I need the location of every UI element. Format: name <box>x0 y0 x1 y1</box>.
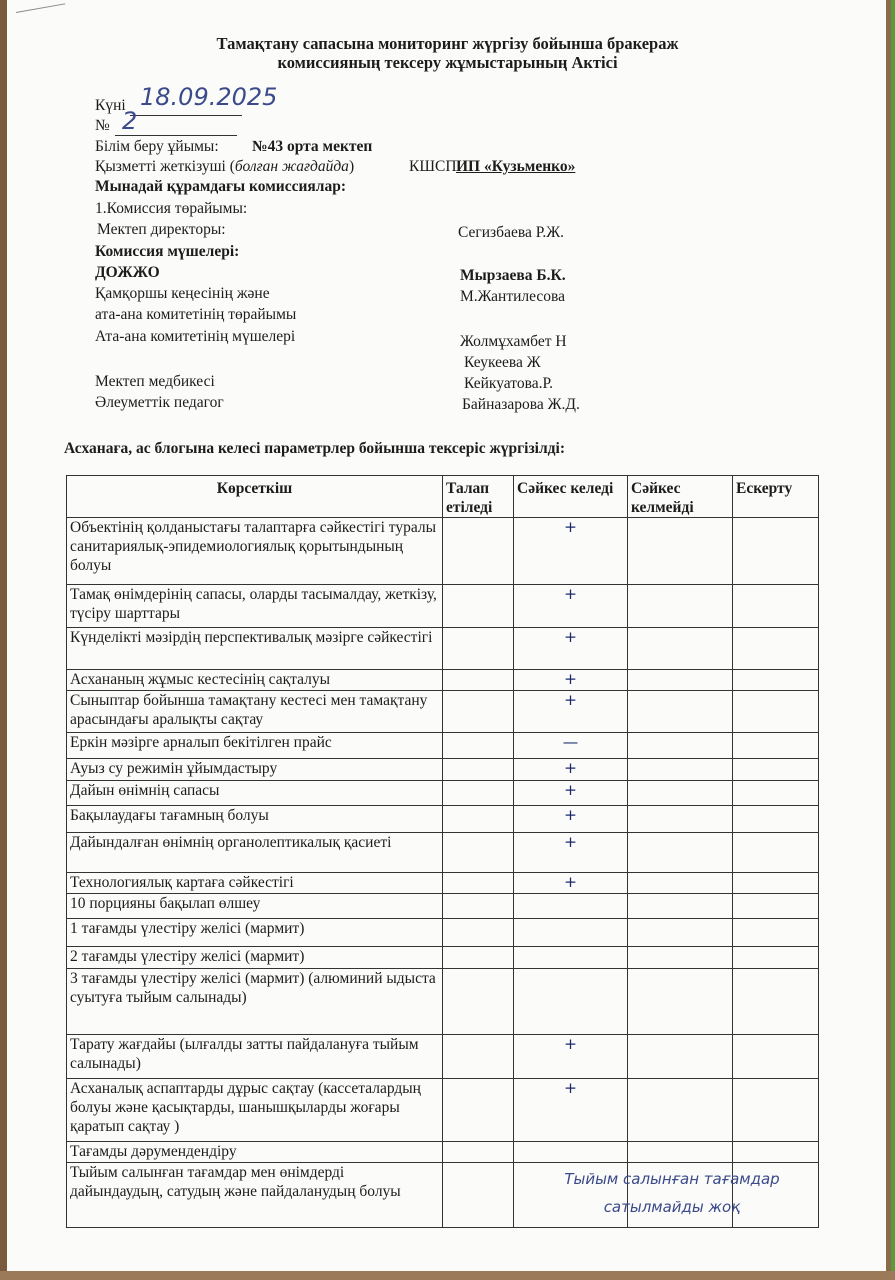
note-cell[interactable] <box>733 1035 819 1079</box>
required-cell[interactable] <box>443 873 514 894</box>
document-title-line2: комиссияның тексеру жұмыстарының Актісі <box>277 53 618 72</box>
supplier-prefix: КШСП <box>409 158 457 175</box>
chair-label: 1.Комиссия төрайымы: <box>95 200 248 217</box>
table-row <box>67 873 819 894</box>
note-cell[interactable] <box>733 1142 819 1163</box>
indicator-cell: 2 тағамды үлестіру желісі (мармит) <box>67 947 443 969</box>
complies-cell[interactable]: + <box>514 628 628 670</box>
required-cell[interactable] <box>443 691 514 733</box>
not-complies-cell[interactable] <box>628 1035 733 1079</box>
required-cell[interactable] <box>443 833 514 873</box>
indicator-cell: Сыныптар бойынша тамақтану кестесі мен тамақтану арасындағы аралықты сақтау <box>67 691 443 733</box>
not-complies-cell[interactable] <box>628 919 733 947</box>
indicator-cell: Күнделікті мәзірдің перспективалық мәзірге сәйкестігі <box>67 628 443 670</box>
dozhzho-name: Мырзаева Б.К. <box>460 267 566 284</box>
table-row <box>67 1079 819 1142</box>
required-cell[interactable] <box>443 628 514 670</box>
not-complies-cell[interactable] <box>628 670 733 691</box>
social-name: Байназарова Ж.Д. <box>462 396 580 413</box>
supplier-label-text: Қызметті жеткізуші ( <box>95 158 235 175</box>
handwritten-note: Тыйым салынған тағамдар сатылмайды жоқ <box>564 1170 780 1216</box>
table-row <box>67 806 819 833</box>
required-cell[interactable] <box>443 1035 514 1079</box>
supplier-label <box>95 158 354 176</box>
complies-cell[interactable] <box>514 947 628 969</box>
social-label: Әлеуметтік педагог <box>95 394 224 411</box>
note-cell[interactable] <box>733 1079 819 1142</box>
number-value[interactable]: 2 <box>122 107 138 135</box>
dozhzho-label: ДОЖЖО <box>95 264 160 281</box>
complies-cell[interactable]: + <box>514 1079 628 1142</box>
not-complies-cell[interactable] <box>628 1142 733 1163</box>
not-complies-cell[interactable] <box>628 691 733 733</box>
indicator-cell: Тыйым салынған тағамдар мен өнімдерді дайындаудың, сатудың және пайдаланудың болуы <box>67 1163 443 1228</box>
note-cell[interactable] <box>733 759 819 781</box>
indicator-cell: 3 тағамды үлестіру желісі (мармит) (алюминий ыдыста суытуға тыйым салынады) <box>67 969 443 1035</box>
inspection-table <box>66 475 819 1228</box>
col-header-required: Талап етіледі <box>443 476 514 518</box>
board-label-2: ата-ана комитетінің төрайымы <box>95 306 297 323</box>
complies-cell[interactable] <box>514 969 628 1035</box>
complies-cell[interactable]: + <box>514 873 628 894</box>
org-value: №43 орта мектеп <box>252 138 373 155</box>
parents-name-2: Кеукеева Ж <box>464 354 541 371</box>
indicator-cell: Объектінің қолданыстағы талаптарға сәйкестігі туралы санитариялық-эпидемиологиялық қорытындының болуы <box>67 518 443 585</box>
page-edge-bottom <box>0 1271 895 1280</box>
not-complies-cell[interactable] <box>628 781 733 806</box>
indicator-cell: Тамақ өнімдерінің сапасы, оларды тасымалдау, жеткізу, түсіру шарттары <box>67 585 443 628</box>
required-cell[interactable] <box>443 969 514 1035</box>
not-complies-cell[interactable] <box>628 873 733 894</box>
indicator-cell: Еркін мәзірге арналып бекітілген прайс <box>67 733 443 759</box>
table-row <box>67 1035 819 1079</box>
indicator-cell: Тағамды дәрумендендіру <box>67 1142 443 1163</box>
complies-cell[interactable] <box>514 1163 780 1228</box>
note-cell[interactable] <box>733 873 819 894</box>
note-cell[interactable] <box>733 691 819 733</box>
not-complies-cell[interactable] <box>628 759 733 781</box>
date-value[interactable]: 18.09.2025 <box>140 83 278 111</box>
complies-cell[interactable]: + <box>514 670 628 691</box>
indicator-cell: Тарату жағдайы (ылғалды затты пайдалануға тыйым салынады) <box>67 1035 443 1079</box>
not-complies-cell[interactable] <box>628 806 733 833</box>
required-cell[interactable] <box>443 585 514 628</box>
complies-cell[interactable]: + <box>514 806 628 833</box>
note-cell[interactable] <box>733 628 819 670</box>
required-cell[interactable] <box>443 806 514 833</box>
indicator-cell: Технологиялық картаға сәйкестігі <box>67 873 443 894</box>
supplier-label-italic: болған жағдайда <box>234 158 349 175</box>
required-cell[interactable] <box>443 919 514 947</box>
not-complies-cell[interactable] <box>628 628 733 670</box>
table-row <box>67 969 819 1035</box>
indicator-cell: Асхананың жұмыс кестесінің сақталуы <box>67 670 443 691</box>
parents-name-1: Жолмұхамбет Н <box>460 333 567 350</box>
note-cell[interactable] <box>733 585 819 628</box>
indicator-cell: 10 порцияны бақылап өлшеу <box>67 894 443 919</box>
complies-cell[interactable]: + <box>514 585 628 628</box>
indicator-cell: Ауыз су режимін ұйымдастыру <box>67 759 443 781</box>
not-complies-cell[interactable] <box>628 894 733 919</box>
nurse-label: Мектеп медбикесі <box>95 373 215 390</box>
indicator-cell: 1 тағамды үлестіру желісі (мармит) <box>67 919 443 947</box>
col-header-complies: Сәйкес келеді <box>514 476 628 518</box>
required-cell[interactable] <box>443 759 514 781</box>
table-row <box>67 1142 819 1163</box>
table-row <box>67 733 819 759</box>
table-row <box>67 670 819 691</box>
document-title-line1: Тамақтану сапасына мониторинг жүргізу бойынша бракераж <box>216 34 679 53</box>
required-cell[interactable] <box>443 1079 514 1142</box>
nurse-name: Кейкуатова.Р. <box>464 375 554 392</box>
page-edge-left <box>0 0 7 1280</box>
supplier-label-end: ) <box>348 158 355 175</box>
note-cell[interactable] <box>733 894 819 919</box>
date-label: Күні <box>95 97 126 114</box>
parents-label: Ата-ана комитетінің мүшелері <box>95 328 296 345</box>
table-row <box>67 518 819 585</box>
complies-cell[interactable]: + <box>514 781 628 806</box>
org-label: Білім беру ұйымы: <box>95 138 219 155</box>
table-row <box>67 691 819 733</box>
date-underline <box>130 115 242 116</box>
col-header-not-complies: Сәйкес келмейді <box>628 476 733 518</box>
not-complies-cell[interactable] <box>628 1079 733 1142</box>
section-heading: Асханаға, ас блогына келесі параметрлер бойынша тексеріс жүргізілді: <box>64 440 565 457</box>
indicator-cell: Дайын өнімнің сапасы <box>67 781 443 806</box>
not-complies-cell[interactable] <box>628 833 733 873</box>
note-cell[interactable] <box>733 919 819 947</box>
complies-cell[interactable] <box>514 894 628 919</box>
required-cell[interactable] <box>443 947 514 969</box>
indicator-cell: Бақылаудағы тағамның болуы <box>67 806 443 833</box>
required-cell[interactable] <box>443 1142 514 1163</box>
supplier-value: ИП «Кузьменко» <box>456 158 576 175</box>
note-cell[interactable] <box>733 518 819 585</box>
complies-cell[interactable]: + <box>514 759 628 781</box>
required-cell[interactable] <box>443 894 514 919</box>
indicator-cell: Дайындалған өнімнің органолептикалық қасиеті <box>67 833 443 873</box>
indicator-cell: Асханалық аспаптарды дұрыс сақтау (кассеталардың болуы және қасықтарды, шанышқыларды жоғары қаратып сақтау ) <box>67 1079 443 1142</box>
col-header-indicator: Көрсеткіш <box>67 476 443 518</box>
complies-cell[interactable] <box>514 1142 628 1163</box>
note-cell[interactable] <box>733 806 819 833</box>
complies-cell[interactable]: + <box>514 833 628 873</box>
number-label: № <box>95 117 110 134</box>
col-header-note: Ескерту <box>733 476 819 518</box>
table-row <box>67 894 819 919</box>
table-row <box>67 759 819 781</box>
required-cell[interactable] <box>443 733 514 759</box>
board-label-1: Қамқоршы кеңесінің және <box>95 285 270 302</box>
note-cell[interactable] <box>733 670 819 691</box>
required-cell[interactable] <box>443 1163 514 1228</box>
members-heading: Комиссия мүшелері: <box>95 243 240 260</box>
table-row <box>67 628 819 670</box>
complies-cell[interactable]: — <box>514 733 628 759</box>
pencil-mark <box>16 3 65 13</box>
complies-cell[interactable] <box>514 919 628 947</box>
not-complies-cell[interactable] <box>628 969 733 1035</box>
table-row <box>67 1163 819 1228</box>
table-row <box>67 919 819 947</box>
note-cell[interactable] <box>733 947 819 969</box>
required-cell[interactable] <box>443 670 514 691</box>
not-complies-cell[interactable] <box>628 585 733 628</box>
note-cell[interactable] <box>733 969 819 1035</box>
commission-heading: Мынадай құрамдағы комиссиялар: <box>95 178 346 195</box>
director-label: Мектеп директоры: <box>97 221 226 238</box>
director-name: Сегизбаева Р.Ж. <box>458 224 565 241</box>
required-cell[interactable] <box>443 518 514 585</box>
not-complies-cell[interactable] <box>628 733 733 759</box>
required-cell[interactable] <box>443 781 514 806</box>
table-row <box>67 781 819 806</box>
note-cell[interactable] <box>733 781 819 806</box>
board-name: М.Жантилесова <box>460 288 566 305</box>
not-complies-cell[interactable] <box>628 518 733 585</box>
note-cell[interactable] <box>733 833 819 873</box>
note-cell[interactable] <box>733 733 819 759</box>
table-row <box>67 585 819 628</box>
table-row <box>67 833 819 873</box>
complies-cell[interactable]: + <box>514 1035 628 1079</box>
page-edge-right <box>886 0 895 1280</box>
complies-cell[interactable]: + <box>514 518 628 585</box>
number-underline <box>115 135 237 136</box>
complies-cell[interactable]: + <box>514 691 628 733</box>
table-header-row <box>67 476 819 518</box>
table-row <box>67 947 819 969</box>
not-complies-cell[interactable] <box>628 947 733 969</box>
